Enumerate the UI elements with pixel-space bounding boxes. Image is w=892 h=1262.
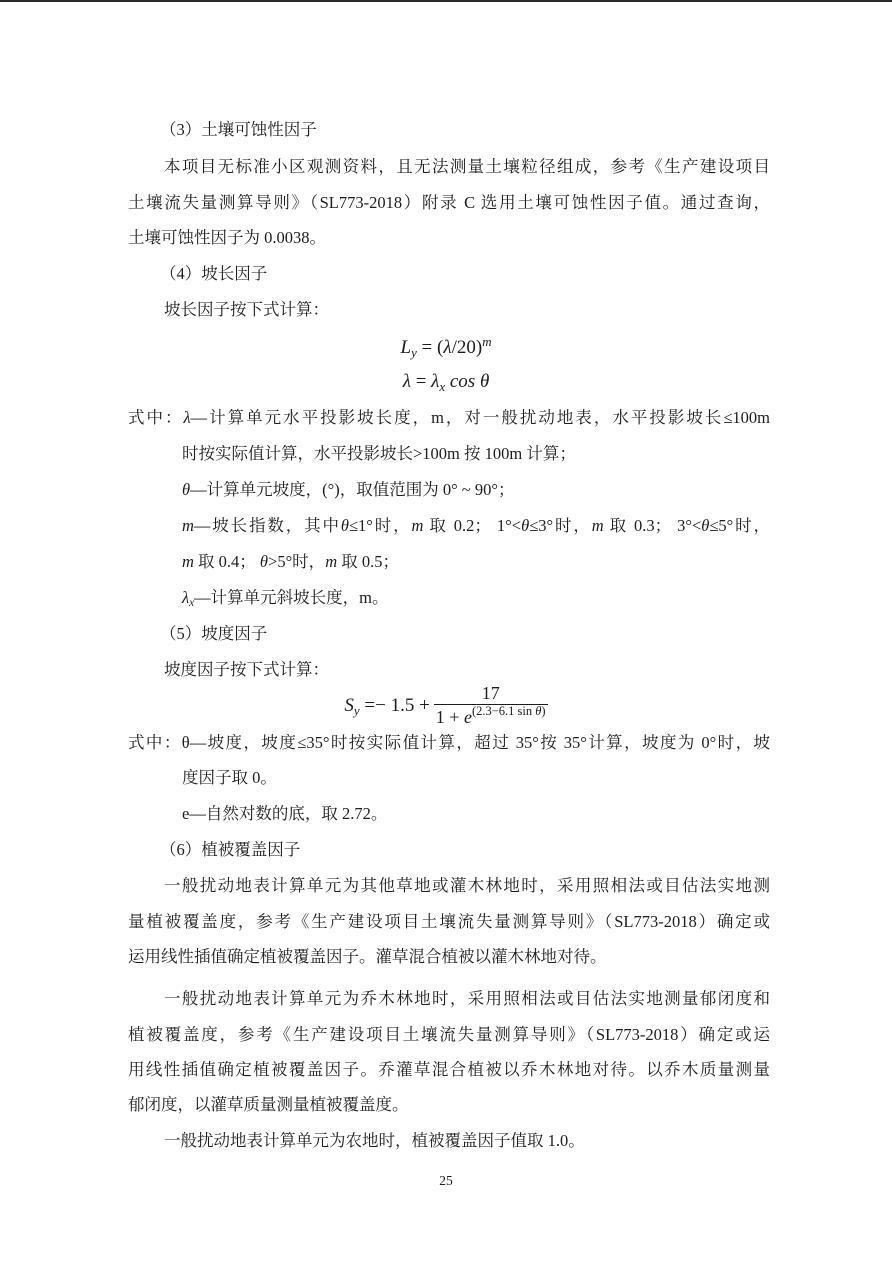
definition-symbol: m	[182, 552, 194, 571]
formula-exponent: m	[482, 333, 492, 349]
formula-definition-line	[182, 442, 770, 466]
formula-definition-line: 式中：θ—坡度，坡度≤35°时按实际值计算，超过 35°按 35°计算，坡度为 0°时，坡	[128, 733, 770, 752]
definition-text: 式中：	[128, 408, 184, 427]
formula-symbol: e	[463, 706, 472, 727]
page-top-edge	[0, 0, 892, 2]
formula-text: = (	[416, 337, 444, 358]
fraction-denominator	[434, 705, 548, 731]
formula-definition-line	[128, 406, 770, 430]
section-heading: （3）土壤可蚀性因子	[160, 120, 317, 139]
page-number: 25	[439, 1173, 453, 1188]
formula-definition-line	[182, 586, 770, 610]
definition-text: —坡长指数，其中	[193, 516, 341, 535]
definition-text: >5°时，	[268, 552, 326, 571]
definition-symbol: θ	[182, 480, 191, 499]
definition-text: ≤3°时，	[529, 516, 592, 535]
definition-text: ≤5°时，	[709, 516, 771, 535]
formula-text: =	[410, 371, 432, 392]
paragraph-line: 坡度因子按下式计算：	[164, 660, 329, 679]
formula-text: (2.3−6.1 sin	[471, 704, 536, 718]
slope-length-formula	[0, 334, 892, 362]
formula-subscript: y	[411, 344, 417, 360]
definition-symbol: m	[591, 516, 604, 535]
definition-text: 取 0.2； 1°<	[423, 516, 522, 535]
paragraph-line: 一般扰动地表计算单元为农地时，植被覆盖因子值取 1.0。	[164, 1131, 585, 1150]
definition-symbol: θ	[521, 516, 530, 535]
formula-symbol: λ	[431, 371, 440, 392]
definition-text: 时按实际值计算，水平投影坡长>100m 按 100m 计算；	[182, 444, 576, 463]
formula-symbol: λ	[443, 337, 452, 358]
definition-subscript: x	[189, 597, 195, 610]
formula-symbol: L	[400, 337, 412, 358]
paragraph-line: 一般扰动地表计算单元为其他草地或灌木林地时，采用照相法或目估法实地测	[164, 876, 770, 895]
paragraph-line: 一般扰动地表计算单元为乔木林地时，采用照相法或目估法实地测量郁闭度和	[164, 989, 770, 1008]
paragraph-line: 植被覆盖度，参考《生产建设项目土壤流失量测算导则》（SL773-2018）确定或运	[128, 1025, 770, 1044]
paragraph-line: 土壤可蚀性因子为 0.0038。	[128, 228, 326, 247]
formula-subscript: y	[353, 702, 360, 718]
fraction-numerator: 17	[481, 682, 500, 703]
definition-symbol: θ	[259, 552, 269, 571]
formula-definition-line	[182, 514, 770, 538]
formula-definition-line: 度因子取 0。	[182, 768, 277, 787]
definition-text: ≤1°时，	[349, 516, 412, 535]
formula-fraction	[434, 682, 548, 731]
definition-symbol: m	[411, 516, 424, 535]
formula-text: =− 1.5 +	[359, 695, 430, 716]
formula-text: /20)	[451, 337, 483, 358]
definition-symbol: m	[325, 552, 338, 571]
paragraph-line: 用线性插值确定植被覆盖因子。乔灌草混合植被以乔木林地对待。以乔木质量测量	[128, 1060, 770, 1079]
slope-steepness-formula	[0, 682, 892, 730]
definition-text: —计算单元坡度，(°)，取值范围为 0° ~ 90°；	[190, 480, 515, 499]
definition-symbol: θ	[340, 516, 349, 535]
definition-symbol: θ	[701, 516, 710, 535]
paragraph-line: 郁闭度，以灌草质量测量植被覆盖度。	[128, 1095, 409, 1114]
formula-left-side	[344, 695, 429, 717]
definition-text: —计算单元斜坡长度，m。	[194, 588, 389, 607]
definition-text: 取 0.3； 3°<	[603, 516, 702, 535]
paragraph-line: 土壤流失量测算导则》（SL773-2018）附录 C 选用土壤可蚀性因子值。通过查询，	[128, 193, 770, 212]
paragraph-line: 量植被覆盖度，参考《生产建设项目土壤流失量测算导则》（SL773-2018）确定或	[128, 912, 770, 931]
section-heading: （6）植被覆盖因子	[160, 840, 301, 859]
formula-function: cos	[445, 371, 480, 392]
formula-text: 1 +	[435, 706, 464, 727]
definition-text: 取 0.4；	[193, 552, 260, 571]
paragraph-line: 坡长因子按下式计算：	[164, 300, 329, 319]
formula-definition-line	[182, 478, 770, 502]
section-heading: （5）坡度因子	[160, 624, 268, 643]
definition-text: —计算单元水平投影坡长度，m，对一般扰动地表，水平投影坡长≤100m	[190, 408, 771, 427]
horizontal-length-formula	[0, 368, 892, 396]
formula-subscript: x	[439, 378, 446, 394]
formula-symbol: θ	[479, 371, 490, 392]
paragraph-line: 运用线性插值确定植被覆盖因子。灌草混合植被以灌木林地对待。	[128, 947, 607, 966]
formula-exponent	[472, 704, 546, 718]
formula-symbol: λ	[402, 371, 411, 392]
formula-definition-line: e—自然对数的底，取 2.72。	[182, 804, 388, 823]
paragraph-line: 本项目无标准小区观测资料，且无法测量土壤粒径组成，参考《生产建设项目	[164, 157, 770, 176]
formula-symbol: θ	[535, 704, 542, 718]
definition-symbol: m	[182, 516, 194, 535]
formula-symbol: S	[344, 695, 354, 716]
definition-symbol: λ	[183, 408, 191, 427]
definition-text: 取 0.5；	[337, 552, 399, 571]
formula-definition-line	[182, 550, 770, 574]
definition-symbol: λ	[182, 588, 190, 607]
section-heading: （4）坡长因子	[160, 264, 268, 283]
formula-text: )	[541, 704, 546, 718]
